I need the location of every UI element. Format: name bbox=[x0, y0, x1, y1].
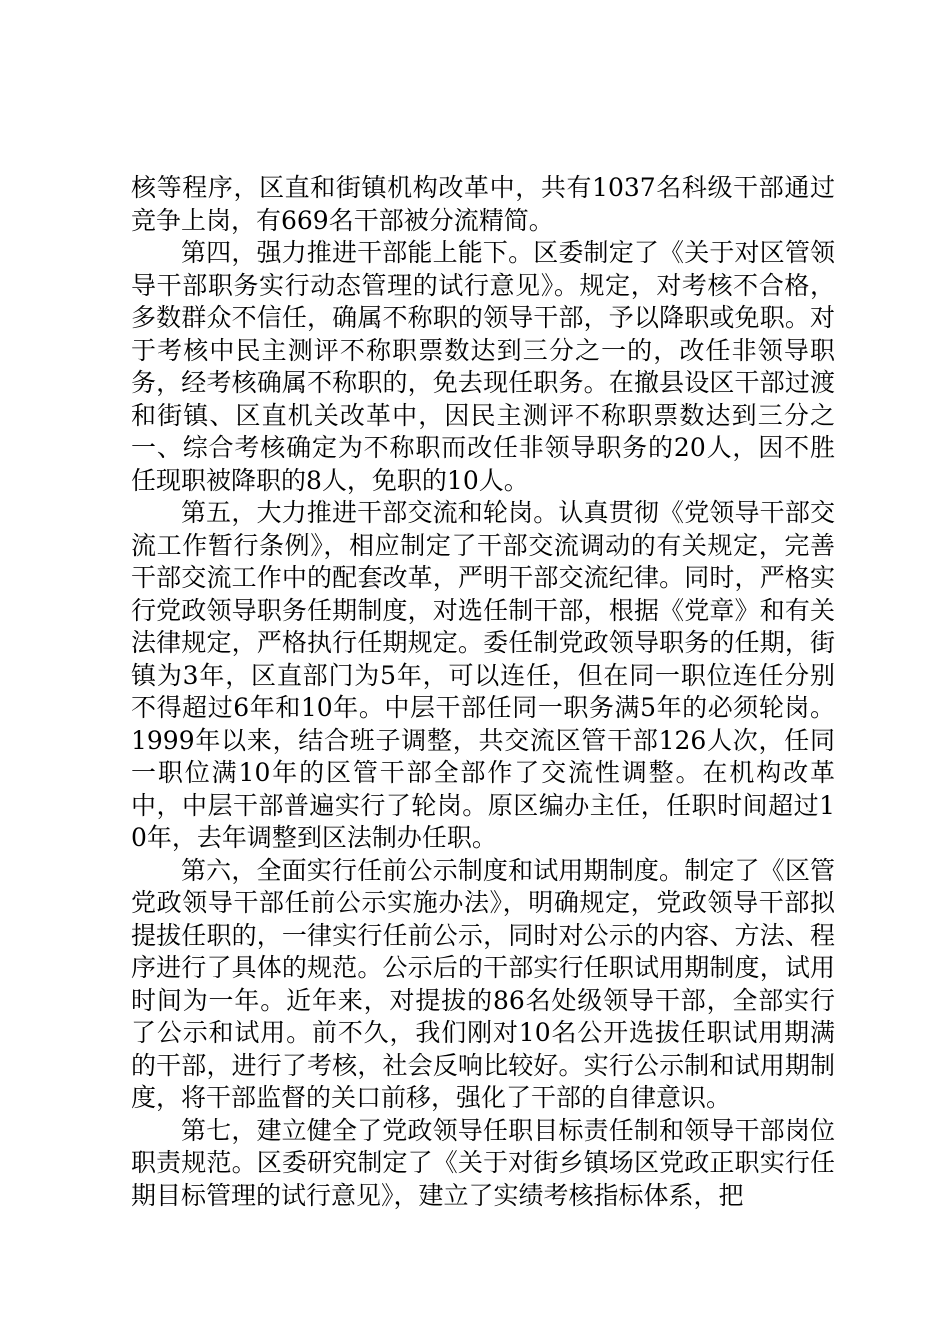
paragraph-sixth: 第六，全面实行任前公示制度和试用期制度。制定了《区管党政领导干部任前公示实施办法》，明确规定，党政领导干部拟提拔任职的，一律实行任前公示，同时对公示的内容、方法、程序进行了具体的规范。公示后的干部实行任职试用期制度，试用时间为一年。近年来，对提拔的86名处级领导干部，全部实行了公示和试用。前不久，我们刚对10名公开选拔任职试用期满的干部，进行了考核，社会反响比较好。实行公示制和试用期制度，将干部监督的关口前移，强化了干部的自律意识。 bbox=[131, 855, 835, 1112]
paragraph-fifth: 第五，大力推进干部交流和轮岗。认真贯彻《党领导干部交流工作暂行条例》，相应制定了干部交流调动的有关规定，完善干部交流工作中的配套改革，严明干部交流纪律。同时，严格实行党政领导职务任期制度，对选任制干部，根据《党章》和有关法律规定，严格执行任期规定。委任制党政领导职务的任期，街镇为3年，区直部门为5年，可以连任，但在同一职位连任分别不得超过6年和10年。中层干部任同一职务满5年的必须轮岗。1999年以来，结合班子调整，共交流区管干部126人次，任同一职位满10年的区管干部全部作了交流性调整。在机构改革中，中层干部普遍实行了轮岗。原区编办主任，任职时间超过10年，去年调整到区法制办任职。 bbox=[131, 498, 835, 852]
document-body bbox=[131, 172, 835, 1212]
paragraph-fourth: 第四，强力推进干部能上能下。区委制定了《关于对区管领导干部职务实行动态管理的试行意见》。规定，对考核不合格，多数群众不信任，确属不称职的领导干部，予以降职或免职。对于考核中民主测评不称职票数达到三分之一的，改任非领导职务，经考核确属不称职的，免去现任职务。在撤县设区干部过渡和街镇、区直机关改革中，因民主测评不称职票数达到三分之一、综合考核确定为不称职而改任非领导职务的20人，因不胜任现职被降职的8人，免职的10人。 bbox=[131, 238, 835, 495]
paragraph-continuation: 核等程序，区直和街镇机构改革中，共有1037名科级干部通过竞争上岗，有669名干部被分流精简。 bbox=[131, 173, 835, 235]
paragraph-seventh: 第七，建立健全了党政领导任职目标责任制和领导干部岗位职责规范。区委研究制定了《关于对街乡镇场区党政正职实行任期目标管理的试行意见》，建立了实绩考核指标体系，把 bbox=[131, 1115, 835, 1210]
